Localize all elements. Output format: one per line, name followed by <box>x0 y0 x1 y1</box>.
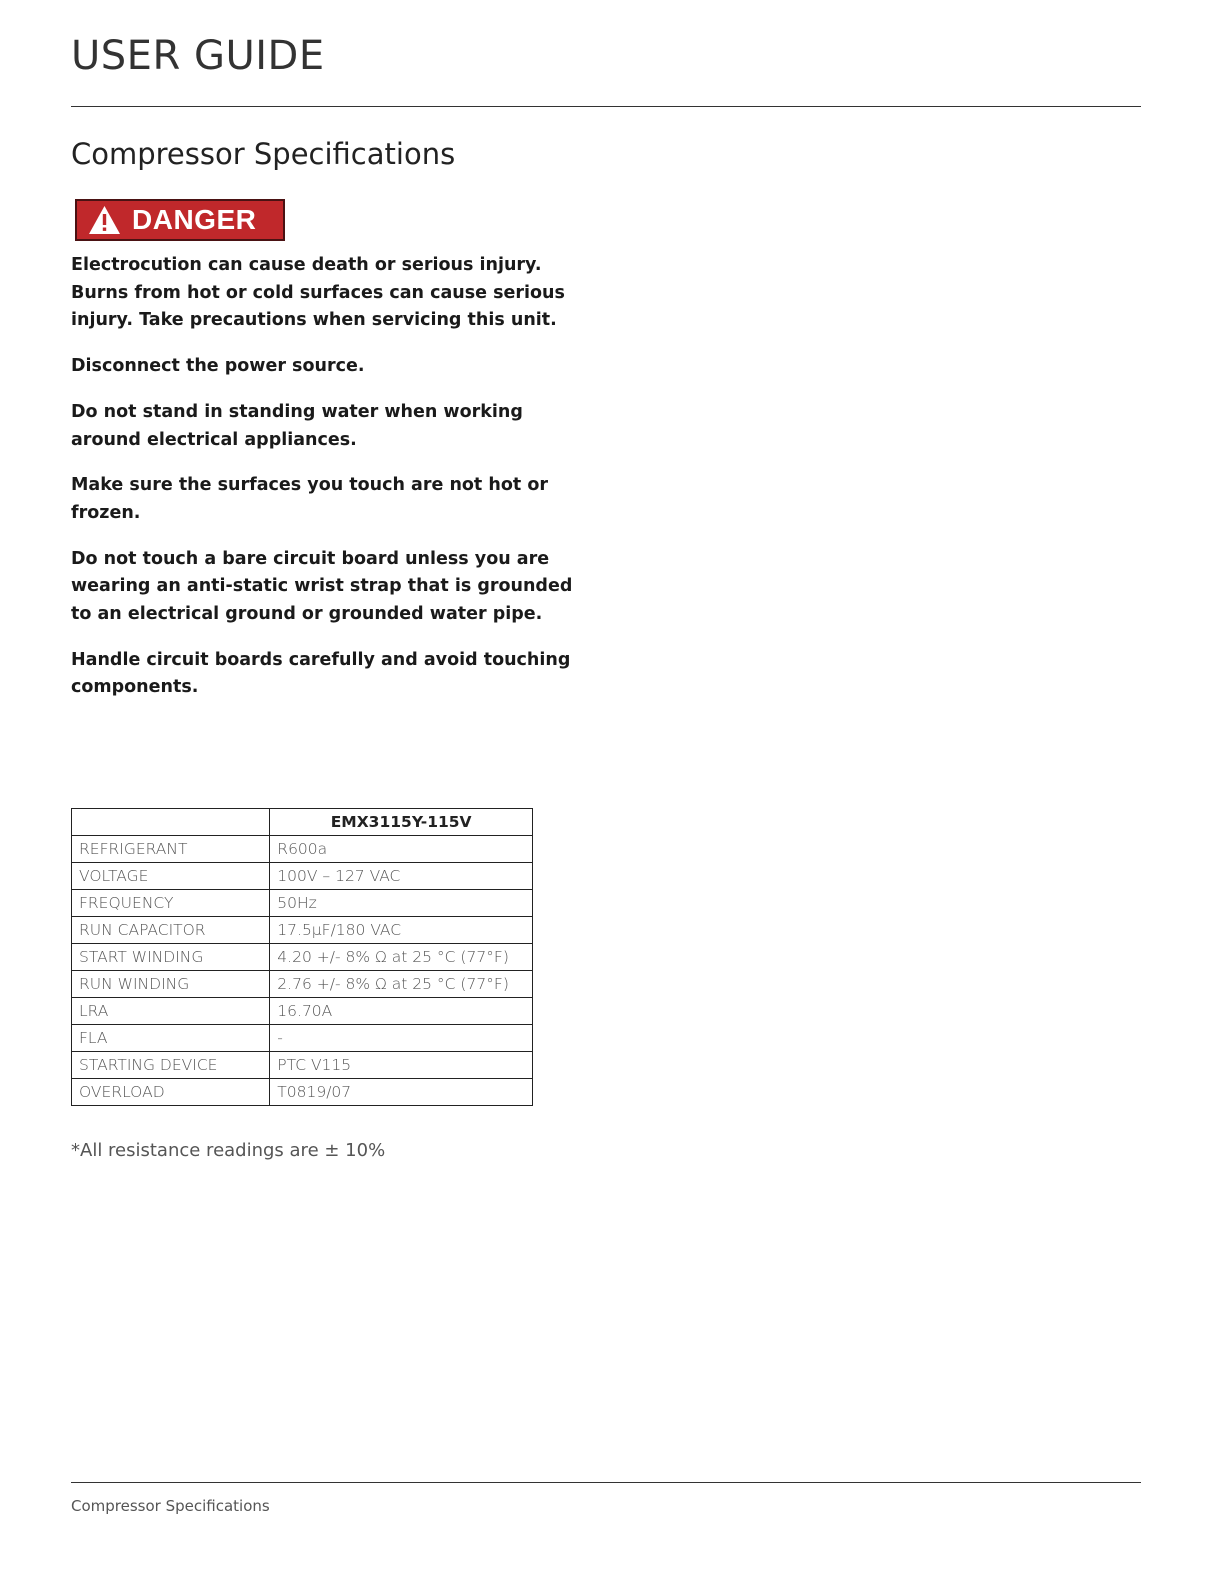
spec-value: PTC V115 <box>270 1052 533 1079</box>
table-row <box>72 998 533 1025</box>
danger-label: DANGER <box>132 204 257 235</box>
spec-label: REFRIGERANT <box>72 836 270 863</box>
spec-value: 2.76 +/- 8% Ω at 25 °C (77°F) <box>270 971 533 998</box>
spec-value: 50Hz <box>270 890 533 917</box>
spec-label: STARTING DEVICE <box>72 1052 270 1079</box>
spec-label: LRA <box>72 998 270 1025</box>
warning-paragraph: Do not stand in standing water when working around electrical appliances. <box>71 401 523 450</box>
danger-badge <box>75 199 285 241</box>
spec-value: - <box>270 1025 533 1052</box>
spec-label: RUN WINDING <box>72 971 270 998</box>
warning-paragraph: Disconnect the power source. <box>71 356 365 377</box>
spec-value: 16.70A <box>270 998 533 1025</box>
spec-label: START WINDING <box>72 944 270 971</box>
table-row <box>72 944 533 971</box>
spec-value: 4.20 +/- 8% Ω at 25 °C (77°F) <box>270 944 533 971</box>
table-row <box>72 890 533 917</box>
spec-label: FLA <box>72 1025 270 1052</box>
table-header-cell-blank <box>72 809 270 836</box>
table-row <box>72 971 533 998</box>
footer-section-label: Compressor Specifications <box>71 1497 270 1515</box>
footer-divider <box>71 1482 1141 1483</box>
table-header-row <box>72 809 533 836</box>
table-header-model: EMX3115Y-115V <box>270 809 533 836</box>
table-row <box>72 917 533 944</box>
table-row <box>72 836 533 863</box>
warning-paragraph: Electrocution can cause death or serious injury. Burns from hot or cold surfaces can cause serious injury. Take precautions when servicing this unit. <box>71 255 565 331</box>
spec-value: 100V – 127 VAC <box>270 863 533 890</box>
spec-value: T0819/07 <box>270 1079 533 1106</box>
spec-value: R600a <box>270 836 533 863</box>
spec-value: 17.5μF/180 VAC <box>270 917 533 944</box>
table-row <box>72 1025 533 1052</box>
spec-label: VOLTAGE <box>72 863 270 890</box>
table-row <box>72 863 533 890</box>
spec-label: FREQUENCY <box>72 890 270 917</box>
header-divider <box>71 106 1141 107</box>
table-row <box>72 1079 533 1106</box>
warning-paragraph: Make sure the surfaces you touch are not hot or frozen. <box>71 475 548 523</box>
guide-title: USER GUIDE <box>71 33 325 79</box>
warning-paragraph: Do not touch a bare circuit board unless you are wearing an anti-static wrist strap that is grounded to an electrical ground or grounded water pipe. <box>71 548 573 625</box>
resistance-footnote: *All resistance readings are ± 10% <box>71 1140 386 1161</box>
spec-label: OVERLOAD <box>72 1079 270 1106</box>
table-row <box>72 1052 533 1079</box>
section-title: Compressor Specifications <box>71 137 456 171</box>
compressor-spec-table <box>71 808 533 1106</box>
danger-warnings <box>71 252 581 720</box>
spec-label: RUN CAPACITOR <box>72 917 270 944</box>
warning-triangle-icon <box>88 205 121 235</box>
warning-paragraph: Handle circuit boards carefully and avoid touching components. <box>71 649 571 698</box>
